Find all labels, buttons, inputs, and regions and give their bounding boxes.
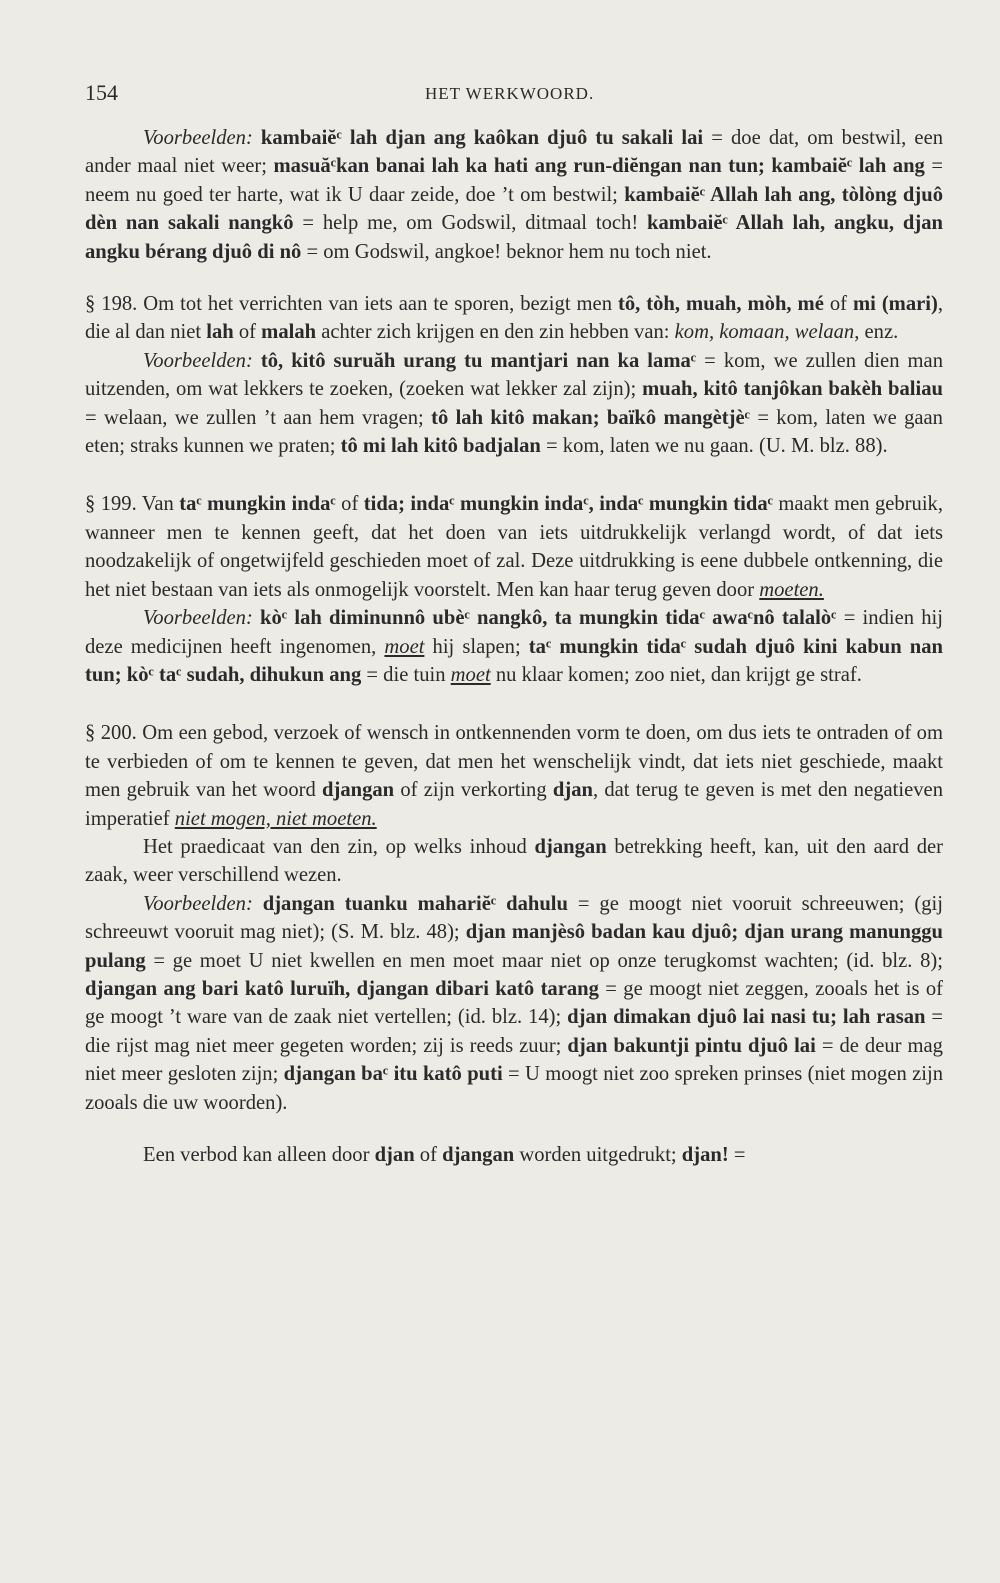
malay-phrase: djan dimakan djuô lai nasi tu; lah rasan [567,1006,926,1029]
text-run: = om Godswil, angkoe! beknor hem nu toch niet. [301,240,712,263]
emphasis-text: Voorbeelden: [143,892,253,915]
malay-phrase: masuăᶜkan banai lah ka hati ang run-diĕngan nan tun; kambaiĕᶜ lah ang [273,155,925,178]
paragraph-p6 [85,719,943,833]
text-run: of [823,293,853,316]
malay-phrase: tô, kitô suruăh urang tu mantjari nan ka lamaᶜ [260,349,697,372]
emphasis-text: Voorbeelden: [143,349,253,372]
text-run: maakt men gebruik, wanneer men te kennen geeft, dat het doen van iets uitdrukkelijk verlangd wordt, of dat iets noodzakelijk of ongetwijfeld geschieden moet of zal. Deze uitdrukking is eene dubbele ontkenning, die het niet bestaan van iets als onmogelijk voorstelt. Men kan haar terug geven door [85,493,943,601]
text-run [253,127,261,149]
malay-phrase: djan! [681,1144,729,1166]
text-run: of [414,1144,443,1166]
malay-phrase: kambaiĕᶜ lah djan ang kaôkan djuô tu sakali lai [260,127,704,149]
page-number: 154 [85,80,118,105]
text-run: = [728,1144,746,1166]
malay-phrase: muah, kitô tanjôkan bakèh baliau [642,378,943,401]
malay-phrase: djangan baᶜ itu katô puti [283,1063,503,1086]
text-run: = de deur mag niet meer gesloten zijn; [85,1034,943,1086]
malay-phrase: kòᶜ lah diminunnô ubèᶜ nangkô, ta mungkin tidaᶜ awaᶜnô talalòᶜ [260,607,837,630]
text-run: betrekking heeft, kan, uit den aard der zaak, weer verschillend wezen. [85,835,944,887]
emphasis-text: moet [384,635,425,658]
paragraph-p1 [85,124,943,266]
paragraph-p7 [85,833,943,890]
text-run: worden uitgedrukt; [514,1144,682,1166]
paragraph-p2 [85,290,943,347]
text-run: hij slapen; [424,635,529,658]
malay-phrase: djangan ang bari katô luruïh, djangan dibari katô tarang [85,977,599,1000]
text-run: Het praedicaat van den zin, op welks inhoud [143,835,535,858]
text-run: = die tuin [361,663,451,686]
paragraph-p3 [85,347,943,461]
text-run: = U moogt niet zoo spreken prinses (niet mogen zijn zooals die uw woorden). [85,1063,943,1114]
malay-phrase: kambaiĕᶜ Allah lah ang, tòlòng djuô dèn nan sakali nangkô [85,183,943,235]
text-run: § 199. Van [85,493,180,516]
malay-phrase: tô lah kitô makan; baïkô mangètjèᶜ [431,406,751,429]
text-run: of zijn verkorting [394,779,553,802]
malay-phrase: malah [261,321,317,344]
malay-phrase: tô, tòh, muah, mòh, mé [617,293,824,316]
malay-phrase: kambaiĕᶜ Allah lah, angku, djan angku bérang djuô di nô [85,212,943,263]
text-run: = help me, om Godswil, ditmaal toch! [293,212,648,235]
text-run: = ge moogt niet vooruit schreeuwen; (gij schreeuwt vooruit mag niet); (S. M. blz. 48); [85,892,944,944]
text-run: = kom, laten we nu gaan. (U. M. blz. 88). [540,435,888,458]
malay-phrase: tida; indaᶜ mungkin indaᶜ, indaᶜ mungkin tidaᶜ [363,493,773,516]
malay-phrase: djan [552,779,593,802]
paragraph-p4 [85,490,943,604]
text-run [253,893,263,915]
paragraph-p8 [85,890,943,1117]
emphasis-text: moet [450,663,491,686]
emphasis-text: niet mogen, niet moeten. [174,807,377,830]
page-header [85,80,945,110]
malay-phrase: taᶜ mungkin indaᶜ [179,493,336,516]
text-run: § 200. Om een gebod, verzoek of wensch in ontkennenden vorm te doen, om dus iets te ontraden of om te verbieden of om te kennen te geven, dat men het wenschelijk vindt, dat iets niet geschiede, maakt men gebruik van het woord [85,722,943,802]
text-run: = kom, we zullen dien man uitzenden, om wat lekkers te zoeken, (zoeken wat lekker zal zijn); [85,349,943,401]
text-run [253,350,261,372]
text-run: , die al dan niet [85,293,944,344]
text-run: Een verbod kan alleen door [143,1144,375,1166]
text-run: = indien hij deze medicijnen heeft ingenomen, [85,607,943,658]
text-run: = welaan, we zullen ’t aan hem vragen; [85,406,432,429]
malay-phrase: mi (mari) [852,293,938,316]
running-head: HET WERKWOORD. [425,84,595,103]
malay-phrase: djan [374,1144,415,1166]
text-run: § 198. Om tot het verrichten van iets aan te sporen, bezigt men [85,293,618,316]
malay-phrase: djan manjèsô badan kau djuô; djan urang manunggu pulang [85,921,943,972]
malay-phrase: djangan [442,1144,515,1166]
text-run [253,607,260,629]
emphasis-text: Voorbeelden: [143,127,253,149]
text-run: of [335,493,364,516]
body-text [85,124,943,1169]
malay-phrase: lah [206,321,234,344]
malay-phrase: djangan tuanku mahariĕᶜ dahulu [262,892,568,915]
text-run: = ge moet U niet kwellen en men moet maar niet op onze terugkomst wachten; (id. blz. 8); [145,949,943,972]
malay-phrase: djangan [534,835,607,858]
text-run: , enz. [854,321,899,344]
emphasis-text: moeten. [759,578,824,601]
text-run: nu klaar komen; zoo niet, dan krijgt ge straf. [490,663,862,686]
text-run: = neem nu goed ter harte, wat ik U daar zeide, doe ’t om bestwil; [85,155,944,206]
paragraph-p9 [85,1141,943,1169]
malay-phrase: djangan [322,779,395,802]
text-run: , dat terug te geven is met den negatieven imperatief [85,779,943,830]
malay-phrase: tô mi lah kitô badjalan [340,435,541,458]
text-run: = doe dat, om bestwil, een ander maal niet weer; [85,127,944,178]
emphasis-text: kom, komaan, welaan [674,321,855,344]
text-run: achter zich krijgen en den zin hebben van: [316,321,675,344]
emphasis-text: Voorbeelden: [143,607,253,630]
paragraph-p5 [85,604,943,689]
text-run: = ge moogt niet zeggen, zooals het is of ge moogt ’t ware van de zaak niet vertellen; (id. blz. 14); [85,977,943,1029]
malay-phrase: djan bakuntji pintu djuô lai [567,1034,816,1057]
malay-phrase: taᶜ mungkin tidaᶜ sudah djuô kini kabun nan tun; kòᶜ taᶜ sudah, dihukun ang [85,635,943,686]
text-run: = die rijst mag niet meer gegeten worden; zij is reeds zuur; [85,1006,944,1057]
text-run: of [233,321,262,344]
text-run: = kom, laten we gaan eten; straks kunnen we praten; [85,406,943,458]
